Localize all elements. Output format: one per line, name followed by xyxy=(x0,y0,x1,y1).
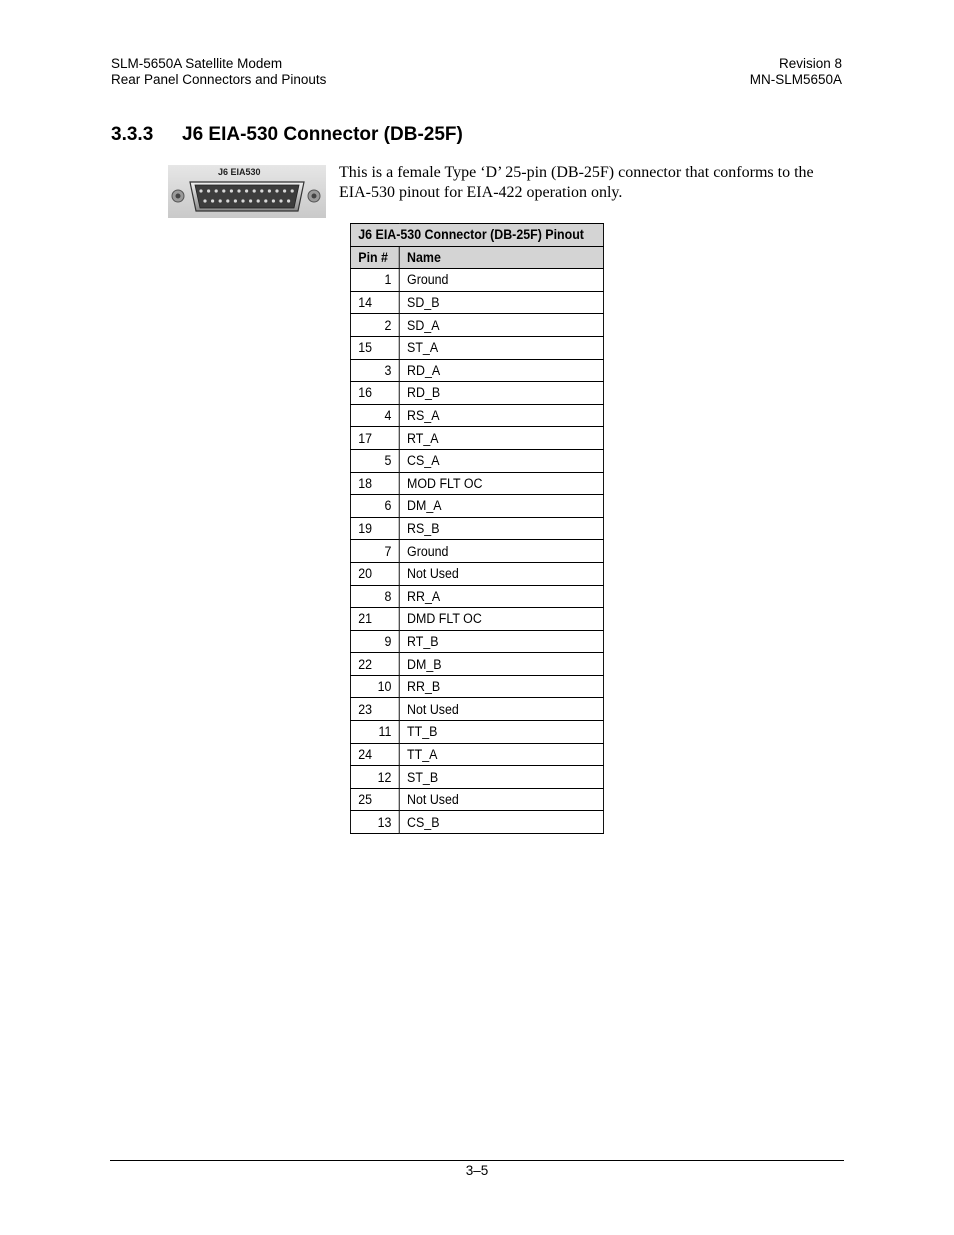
signal-name-cell: Not Used xyxy=(399,698,603,721)
table-row xyxy=(350,540,603,563)
pin-number-cell: 9 xyxy=(350,630,399,653)
pin-number-cell: 7 xyxy=(350,540,399,563)
table-row xyxy=(350,495,603,518)
pin-number-cell: 18 xyxy=(350,472,399,495)
pinout-table-body xyxy=(350,269,603,834)
table-row xyxy=(350,336,603,359)
pin-number-cell: 6 xyxy=(350,495,399,518)
signal-name-cell: TT_B xyxy=(399,721,603,744)
pin-number-cell: 11 xyxy=(350,721,399,744)
column-header-pin: Pin # xyxy=(350,246,399,269)
table-row xyxy=(350,721,603,744)
pin-number-cell: 2 xyxy=(350,314,399,337)
table-row xyxy=(350,404,603,427)
pin-number-cell: 14 xyxy=(350,291,399,314)
pin-number-cell: 19 xyxy=(350,517,399,540)
table-row xyxy=(350,314,603,337)
table-row xyxy=(350,608,603,631)
signal-name-cell: CS_A xyxy=(399,449,603,472)
signal-name-cell: RT_B xyxy=(399,630,603,653)
section-number: 3.3.3 xyxy=(111,124,154,145)
table-caption: J6 EIA-530 Connector (DB-25F) Pinout xyxy=(350,224,603,247)
pin-number-cell: 15 xyxy=(350,336,399,359)
pin-number-cell: 23 xyxy=(350,698,399,721)
signal-name-cell: ST_B xyxy=(399,766,603,789)
page-header-right xyxy=(750,56,842,88)
signal-name-cell: RS_A xyxy=(399,404,603,427)
table-row xyxy=(350,562,603,585)
pin-number-cell: 13 xyxy=(350,811,399,834)
signal-name-cell: RT_A xyxy=(399,427,603,450)
pin-number-cell: 17 xyxy=(350,427,399,450)
table-row xyxy=(350,675,603,698)
pin-number-cell: 16 xyxy=(350,382,399,405)
pinout-table xyxy=(350,223,604,834)
signal-name-cell: RD_A xyxy=(399,359,603,382)
signal-name-cell: CS_B xyxy=(399,811,603,834)
pin-number-cell: 4 xyxy=(350,404,399,427)
table-row xyxy=(350,449,603,472)
connector-label: J6 EIA530 xyxy=(218,167,261,177)
table-row xyxy=(350,269,603,292)
page-number: 3–5 xyxy=(465,1163,489,1178)
column-header-name: Name xyxy=(399,246,603,269)
signal-name-cell: RS_B xyxy=(399,517,603,540)
table-row xyxy=(350,427,603,450)
pin-number-cell: 8 xyxy=(350,585,399,608)
table-row xyxy=(350,811,603,834)
pin-number-cell: 20 xyxy=(350,562,399,585)
db25-connector-photo xyxy=(168,165,326,218)
signal-name-cell: MOD FLT OC xyxy=(399,472,603,495)
pin-number-cell: 24 xyxy=(350,743,399,766)
header-document-title: SLM-5650A Satellite Modem xyxy=(111,56,283,71)
signal-name-cell: SD_B xyxy=(399,291,603,314)
table-row xyxy=(350,382,603,405)
signal-name-cell: Not Used xyxy=(399,788,603,811)
section-heading xyxy=(111,124,463,146)
signal-name-cell: SD_A xyxy=(399,314,603,337)
section-title-text: J6 EIA-530 Connector (DB-25F) xyxy=(182,124,463,145)
pin-number-cell: 21 xyxy=(350,608,399,631)
signal-name-cell: Ground xyxy=(399,540,603,563)
pin-number-cell: 1 xyxy=(350,269,399,292)
signal-name-cell: TT_A xyxy=(399,743,603,766)
pin-number-cell: 25 xyxy=(350,788,399,811)
table-row xyxy=(350,359,603,382)
signal-name-cell: Ground xyxy=(399,269,603,292)
header-revision: Revision 8 xyxy=(778,56,842,71)
table-row xyxy=(350,630,603,653)
pin-number-cell: 22 xyxy=(350,653,399,676)
signal-name-cell: RR_A xyxy=(399,585,603,608)
pin-number-cell: 5 xyxy=(350,449,399,472)
pin-number-cell: 10 xyxy=(350,675,399,698)
header-chapter-title: Rear Panel Connectors and Pinouts xyxy=(111,72,327,87)
pin-number-cell: 12 xyxy=(350,766,399,789)
signal-name-cell: Not Used xyxy=(399,562,603,585)
table-row xyxy=(350,766,603,789)
signal-name-cell: RR_B xyxy=(399,675,603,698)
signal-name-cell: DMD FLT OC xyxy=(399,608,603,631)
signal-name-cell: ST_A xyxy=(399,336,603,359)
footer-divider xyxy=(110,1160,844,1161)
table-row xyxy=(350,788,603,811)
table-row xyxy=(350,585,603,608)
table-row xyxy=(350,743,603,766)
intro-paragraph: This is a female Type ‘D’ 25-pin (DB-25F) connector that conforms to the EIA-530 pinout for EIA-422 operation only. xyxy=(339,164,814,201)
page-header-left xyxy=(111,56,326,88)
pin-number-cell: 3 xyxy=(350,359,399,382)
signal-name-cell: RD_B xyxy=(399,382,603,405)
header-manual-number: MN-SLM5650A xyxy=(749,72,842,87)
signal-name-cell: DM_B xyxy=(399,653,603,676)
table-row xyxy=(350,517,603,540)
signal-name-cell: DM_A xyxy=(399,495,603,518)
table-row xyxy=(350,698,603,721)
table-row xyxy=(350,653,603,676)
table-row xyxy=(350,472,603,495)
table-row xyxy=(350,291,603,314)
